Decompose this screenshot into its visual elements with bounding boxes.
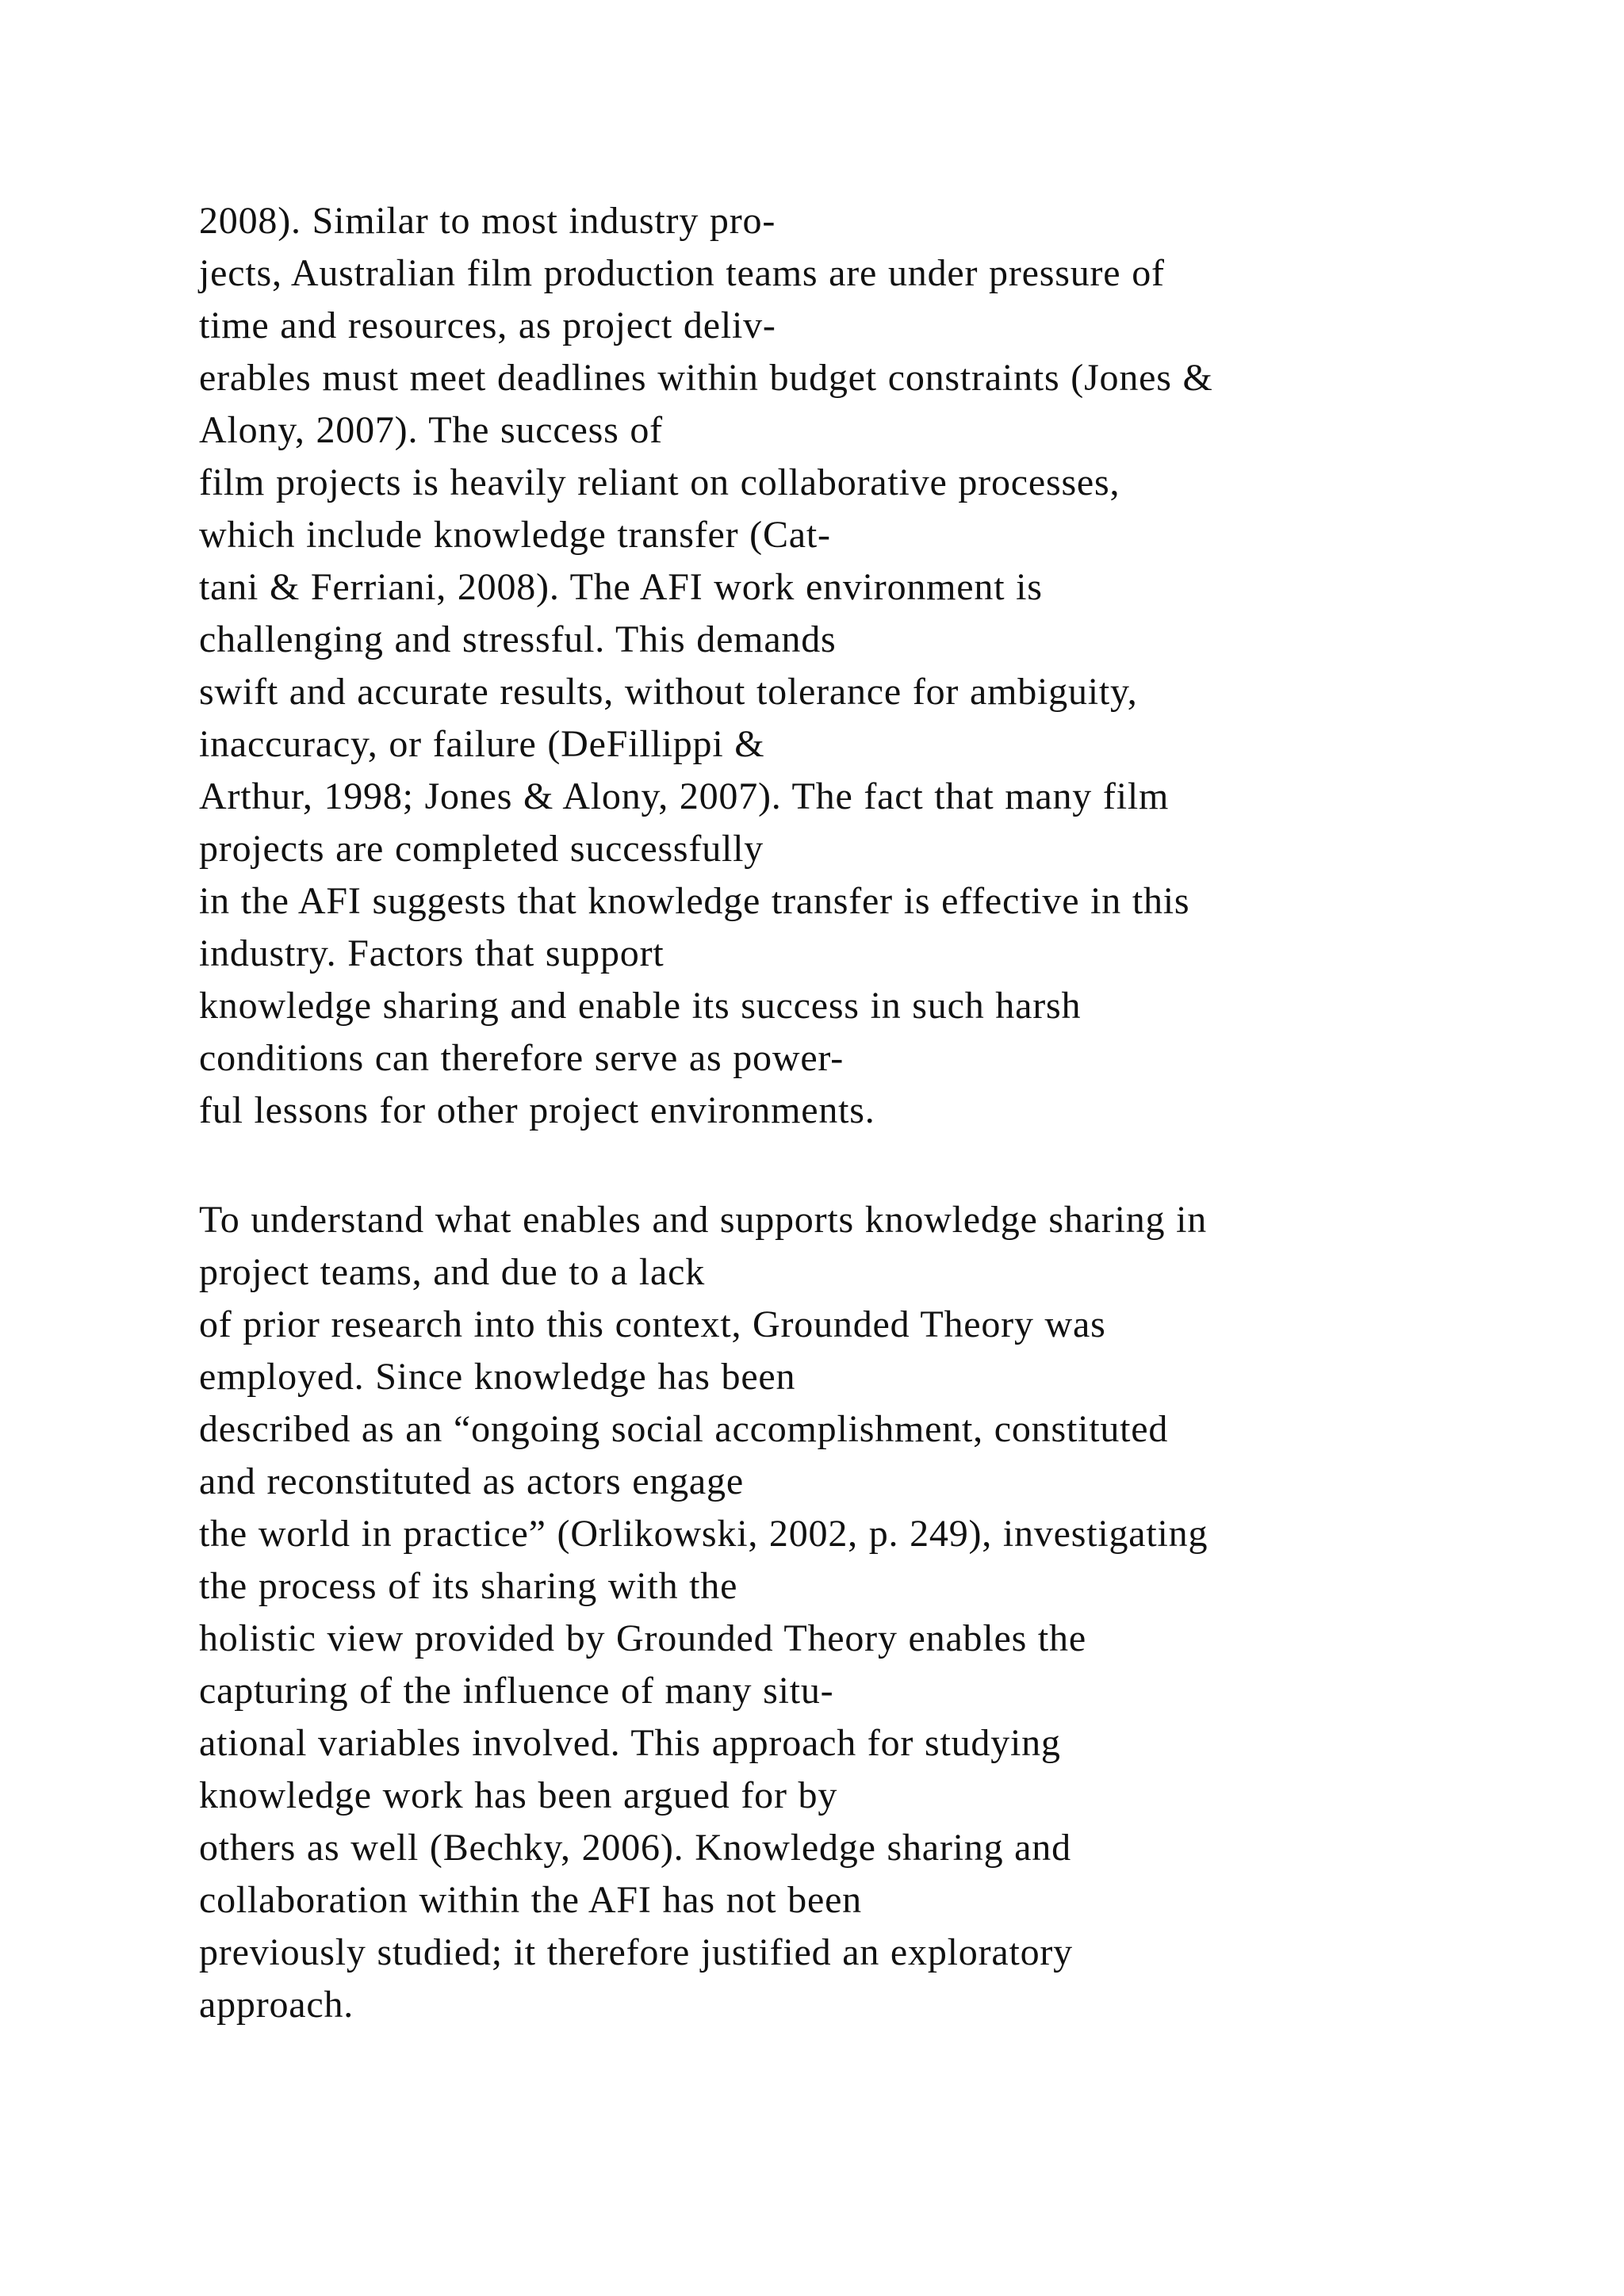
- text-line: collaboration within the AFI has not been: [199, 1879, 862, 1921]
- text-line: erables must meet deadlines within budget constraints (Jones &: [199, 357, 1213, 399]
- text-line: Alony, 2007). The success of: [199, 409, 663, 451]
- paragraph-1: [199, 195, 1547, 1137]
- text-line: ational variables involved. This approach for studying: [199, 1722, 1061, 1764]
- text-line: conditions can therefore serve as power-: [199, 1037, 845, 1079]
- text-line: inaccuracy, or failure (DeFillippi &: [199, 723, 765, 765]
- text-line: jects, Australian film production teams are under pressure of: [199, 252, 1165, 294]
- text-line: Arthur, 1998; Jones & Alony, 2007). The fact that many film: [199, 775, 1170, 817]
- text-line: the world in practice” (Orlikowski, 2002, p. 249), investigating: [199, 1513, 1208, 1555]
- text-line: knowledge work has been argued for by: [199, 1774, 838, 1816]
- text-line: approach.: [199, 1984, 354, 2026]
- text-line: challenging and stressful. This demands: [199, 618, 837, 660]
- text-line: the process of its sharing with the: [199, 1565, 738, 1607]
- text-line: knowledge sharing and enable its success in such harsh: [199, 985, 1082, 1027]
- text-line: ful lessons for other project environments.: [199, 1089, 875, 1131]
- text-line: time and resources, as project deliv-: [199, 304, 776, 346]
- text-line: and reconstituted as actors engage: [199, 1460, 744, 1502]
- text-line: To understand what enables and supports knowledge sharing in: [199, 1199, 1208, 1241]
- text-line: others as well (Bechky, 2006). Knowledge sharing and: [199, 1827, 1071, 1869]
- text-line: capturing of the influence of many situ-: [199, 1670, 834, 1712]
- text-line: described as an “ongoing social accomplishment, constituted: [199, 1408, 1169, 1450]
- text-line: project teams, and due to a lack: [199, 1251, 706, 1293]
- text-line: swift and accurate results, without tolerance for ambiguity,: [199, 671, 1138, 713]
- text-line: previously studied; it therefore justified an exploratory: [199, 1931, 1073, 1973]
- text-line: employed. Since knowledge has been: [199, 1356, 796, 1398]
- text-line: of prior research into this context, Grounded Theory was: [199, 1303, 1106, 1345]
- paragraph-2: [199, 1194, 1547, 2031]
- text-line: projects are completed successfully: [199, 828, 764, 870]
- text-line: 2008). Similar to most industry pro-: [199, 200, 776, 242]
- text-line: film projects is heavily reliant on collaborative processes,: [199, 461, 1120, 503]
- text-line: holistic view provided by Grounded Theory enables the: [199, 1617, 1086, 1659]
- text-line: which include knowledge transfer (Cat-: [199, 514, 831, 556]
- text-line: industry. Factors that support: [199, 932, 665, 974]
- text-line: in the AFI suggests that knowledge transfer is effective in this: [199, 880, 1190, 922]
- text-line: tani & Ferriani, 2008). The AFI work environment is: [199, 566, 1043, 608]
